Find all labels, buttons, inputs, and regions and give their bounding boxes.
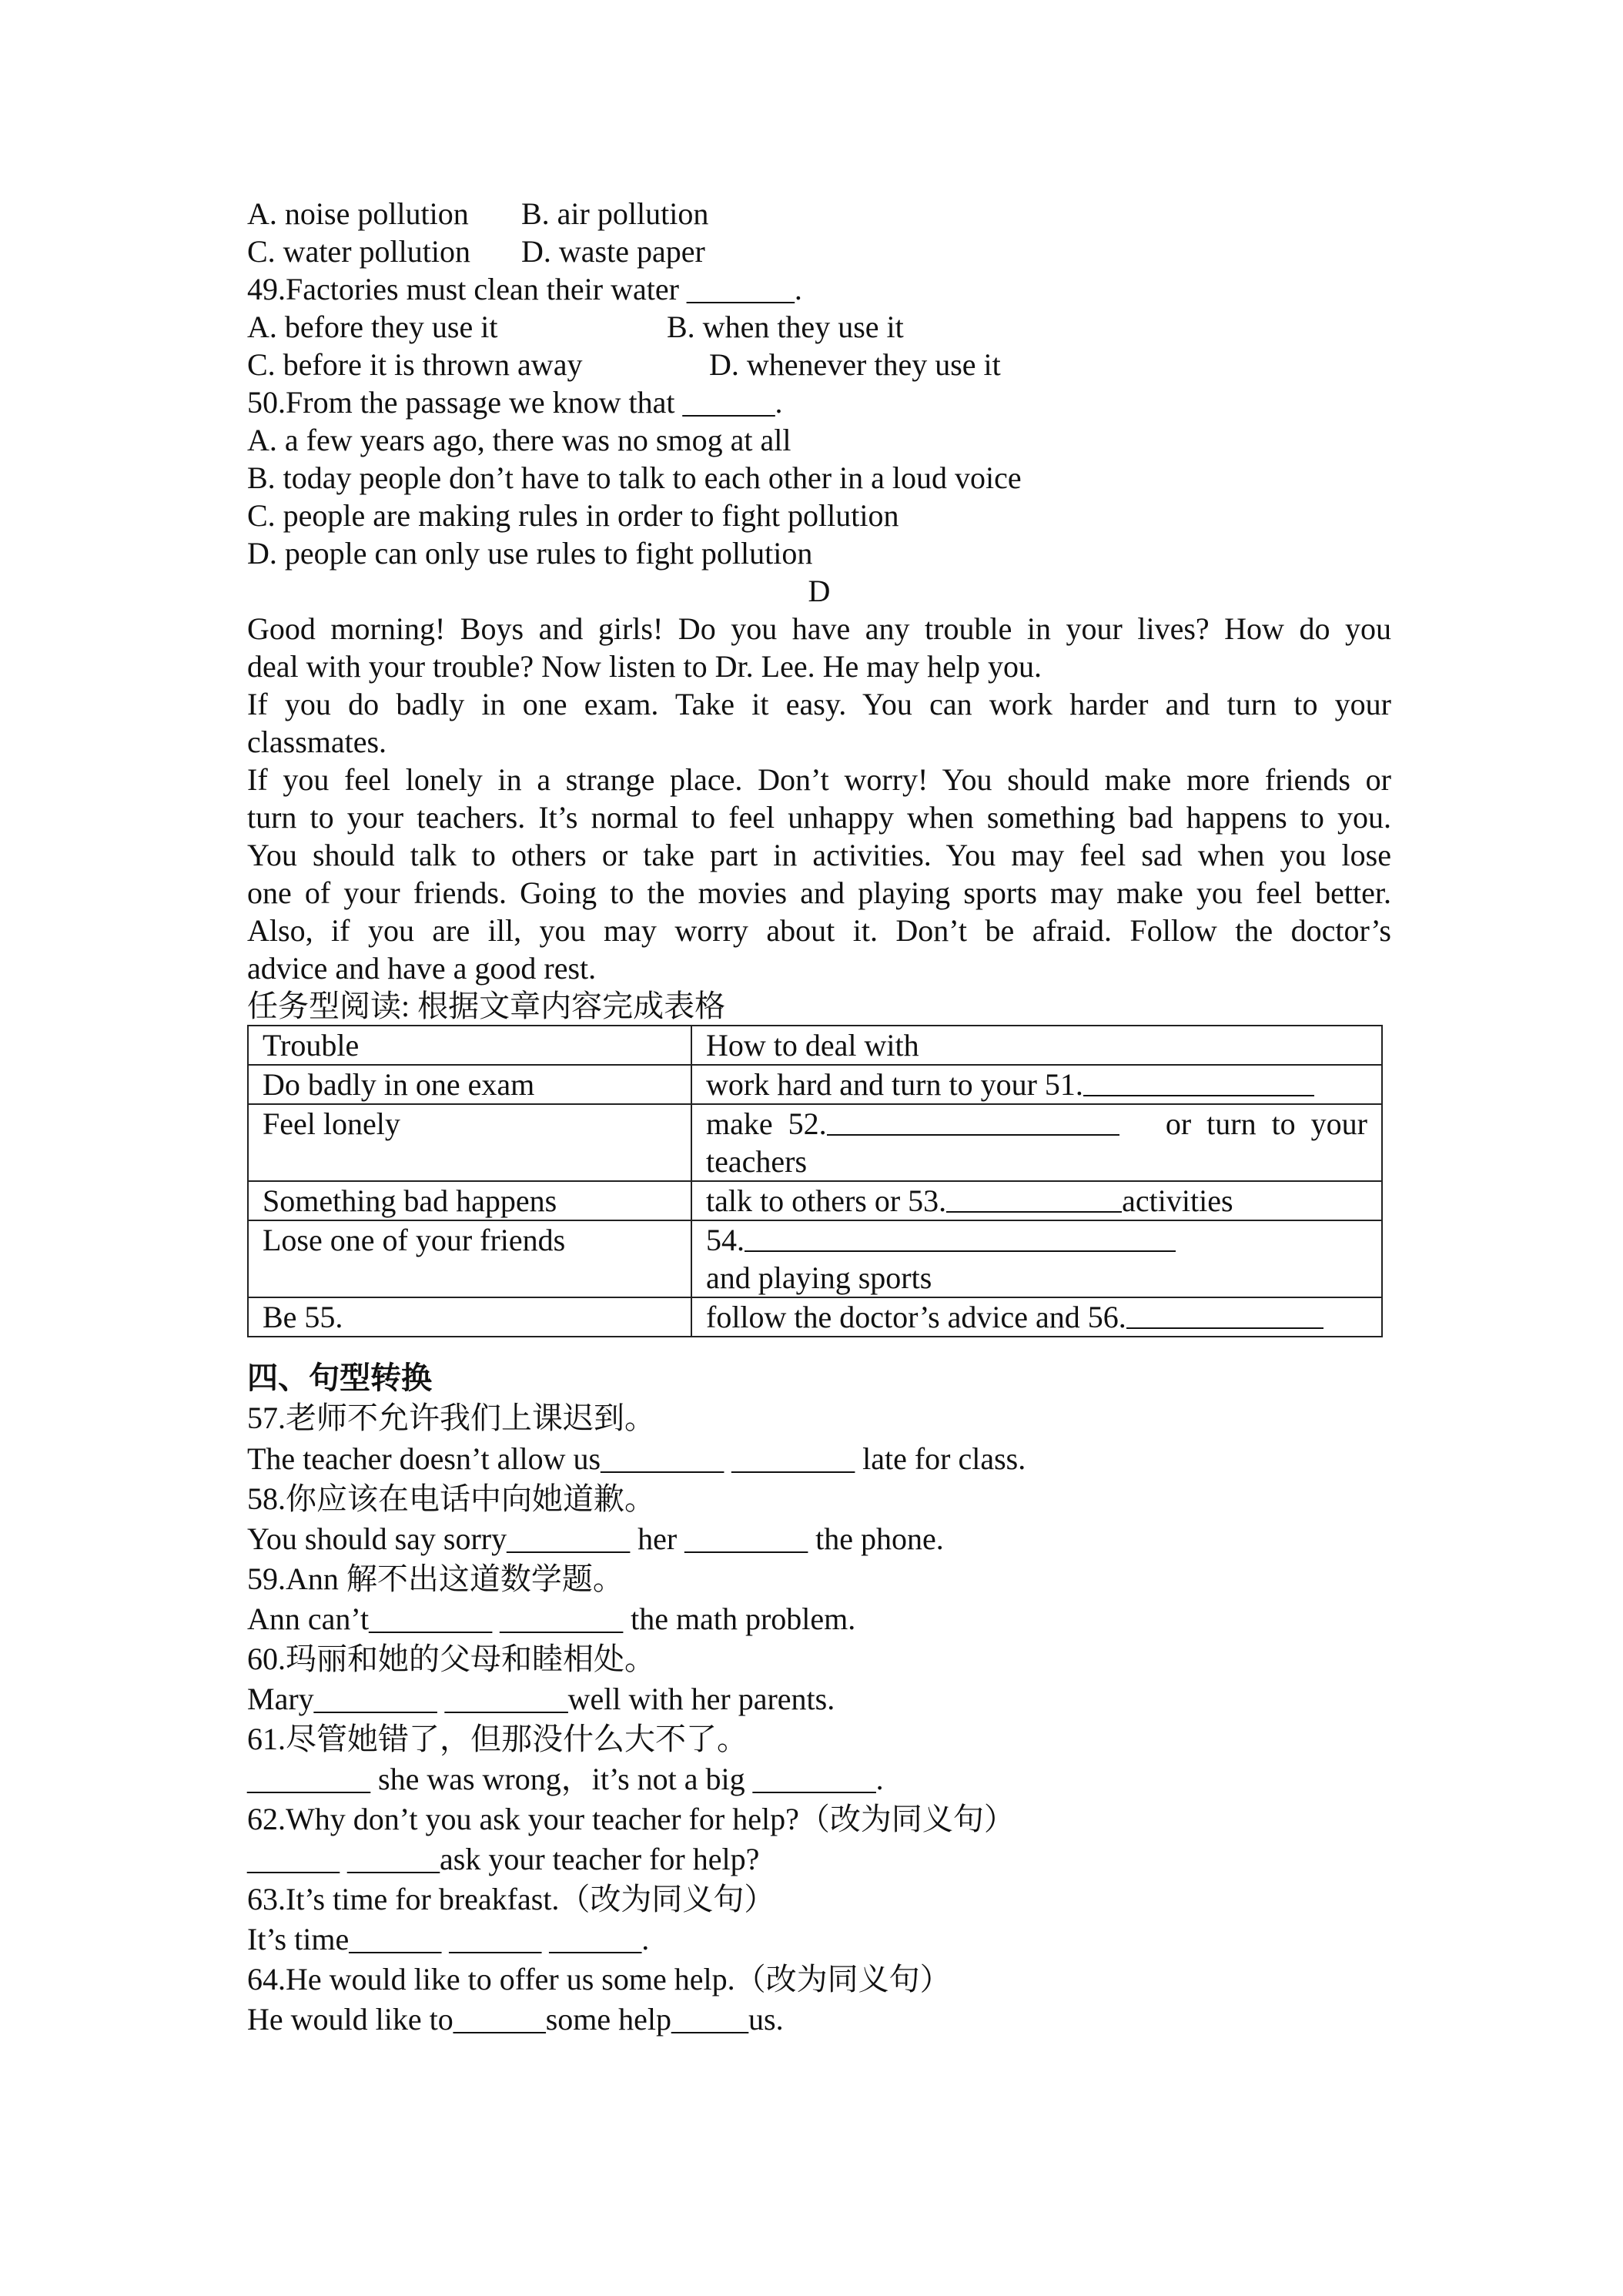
answer-blank-52[interactable] <box>827 1133 1119 1136</box>
answer-blank-51[interactable] <box>1083 1094 1314 1096</box>
table-row <box>248 1104 1382 1181</box>
q48-options-row2 <box>247 233 1391 270</box>
table-header-trouble: Trouble <box>248 1026 691 1065</box>
passage-d-p3-line3: You should talk to others or take part in activities. You may feel sad when you lose <box>247 838 1391 872</box>
table-header-deal: How to deal with <box>691 1026 1382 1065</box>
table-header-row <box>248 1026 1382 1065</box>
table-cell-deal: make 52. or turn to your teachers <box>691 1104 1382 1181</box>
q48-options-row1 <box>247 195 1391 233</box>
passage-d-letter: D <box>808 574 831 608</box>
item-57-en: The teacher doesn’t allow us________ ________ late for class. <box>247 1441 1026 1476</box>
q50-option-a: A. a few years ago, there was no smog at all <box>247 423 791 457</box>
table-cell-trouble: Lose one of your friends <box>248 1220 691 1297</box>
passage-d-p3-line1: If you feel lonely in a strange place. Don’t worry! You should make more friends or <box>247 762 1391 797</box>
q49-options-row2 <box>247 346 1391 383</box>
q49-stem: 49.Factories must clean their water _______. <box>247 272 802 306</box>
item-58-cn: 58.你应该在电话中向她道歉。 <box>247 1481 655 1516</box>
table-cell-deal: follow the doctor’s advice and 56. <box>691 1297 1382 1337</box>
table-row <box>248 1065 1382 1104</box>
task-table <box>247 1025 1383 1337</box>
task-title: 任务型阅读: 根据文章内容完成表格 <box>247 989 726 1023</box>
item-64-cn: 64.He would like to offer us some help.（改为同义句） <box>247 1962 951 1996</box>
section4-title: 四、句型转换 <box>247 1361 432 1395</box>
table-cell-deal: 54. and playing sports <box>691 1220 1382 1297</box>
item-61-cn: 61.尽管她错了，但那没什么大不了。 <box>247 1722 748 1756</box>
item-64-en: He would like to______some help_____us. <box>247 2002 784 2037</box>
item-60-en: Mary________ ________well with her parents. <box>247 1682 835 1716</box>
answer-blank-53[interactable] <box>946 1210 1122 1213</box>
table-cell-deal: talk to others or 53. activities <box>691 1181 1382 1220</box>
table-cell-trouble: Do badly in one exam <box>248 1065 691 1104</box>
item-60-cn: 60.玛丽和她的父母和睦相处。 <box>247 1642 655 1676</box>
item-62-en: ______ ______ask your teacher for help? <box>247 1842 760 1876</box>
passage-d-p3-line2: turn to your teachers. It’s normal to feel unhappy when something bad happens to you. <box>247 800 1391 835</box>
passage-d-p1-line2: deal with your trouble? Now listen to Dr. Lee. He may help you. <box>247 649 1042 684</box>
item-57-cn: 57.老师不允许我们上课迟到。 <box>247 1401 655 1435</box>
q50-option-b: B. today people don’t have to talk to each other in a loud voice <box>247 460 1022 495</box>
table-cell-trouble: Feel lonely <box>248 1104 691 1181</box>
item-62-cn: 62.Why don’t you ask your teacher for help?（改为同义句） <box>247 1802 1015 1836</box>
passage-d-p2-line2: classmates. <box>247 725 387 759</box>
passage-d-p3-line6: advice and have a good rest. <box>247 951 597 986</box>
table-row <box>248 1297 1382 1337</box>
q48-option-c: C. water pollution <box>247 234 470 269</box>
table-cell-trouble: Be 55. <box>248 1297 691 1337</box>
q50-option-d: D. people can only use rules to fight pollution <box>247 536 813 571</box>
q49-option-c: C. before it is thrown away <box>247 347 583 382</box>
item-63-cn: 63.It’s time for breakfast.（改为同义句） <box>247 1882 775 1916</box>
section4-list <box>247 1397 1391 2040</box>
passage-d-p3-line4: one of your friends. Going to the movies and playing sports may make you feel better. <box>247 875 1391 910</box>
passage-d-p3-line5: Also, if you are ill, you may worry about it. Don’t be afraid. Follow the doctor’s <box>247 913 1391 948</box>
q50-stem: 50.From the passage we know that ______. <box>247 385 783 420</box>
item-59-en: Ann can’t________ ________ the math problem. <box>247 1602 856 1636</box>
answer-blank-56[interactable] <box>1126 1327 1323 1329</box>
item-58-en: You should say sorry________ her ________ the phone. <box>247 1521 944 1556</box>
q48-option-b: B. air pollution <box>521 196 709 231</box>
table-row <box>248 1181 1382 1220</box>
item-61-en: ________ she was wrong，it’s not a big ________. <box>247 1762 884 1796</box>
q49-option-b: B. when they use it <box>667 310 904 344</box>
document-page <box>247 195 1391 2040</box>
q50-option-c: C. people are making rules in order to fight pollution <box>247 498 899 533</box>
q48-option-a: A. noise pollution <box>247 196 469 231</box>
passage-d-p2-line1: If you do badly in one exam. Take it easy. You can work harder and turn to your <box>247 687 1391 721</box>
table-cell-deal: work hard and turn to your 51. <box>691 1065 1382 1104</box>
q49-option-d: D. whenever they use it <box>709 347 1001 382</box>
item-59-cn: 59.Ann 解不出这道数学题。 <box>247 1561 624 1596</box>
q49-option-a: A. before they use it <box>247 310 498 344</box>
answer-blank-54[interactable] <box>745 1250 1176 1252</box>
passage-d-p1-line1: Good morning! Boys and girls! Do you have any trouble in your lives? How do you <box>247 611 1391 646</box>
table-row <box>248 1220 1382 1297</box>
table-cell-trouble: Something bad happens <box>248 1181 691 1220</box>
q48-option-d: D. waste paper <box>521 234 705 269</box>
q49-options-row1 <box>247 308 1391 346</box>
item-63-en: It’s time______ ______ ______. <box>247 1922 650 1956</box>
